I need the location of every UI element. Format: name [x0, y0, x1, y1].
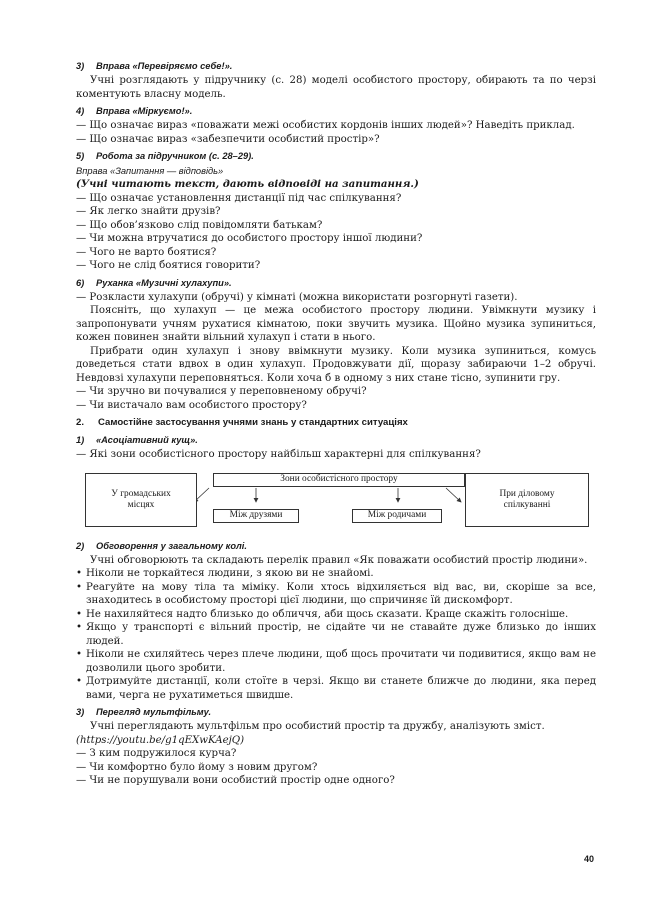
diagram-center-box: Зони особистісного простору	[213, 473, 465, 487]
heading-title: Робота за підручником (с. 28–29).	[96, 151, 254, 161]
content	[76, 60, 596, 788]
association-diagram	[76, 468, 596, 536]
list-item: • Ніколи не схиляйтесь через плече людини, щоб щось прочитати чи подивитися, якщо вам не дозволили цього зробити.	[76, 648, 596, 675]
question-item: — Які зони особистісного простору найбільш характерні для спілкування?	[76, 449, 481, 460]
page-number: 40	[584, 854, 595, 864]
heading-num: 2)	[76, 540, 85, 551]
list-item: • Не нахиляйтеся надто близько до обличчя, аби щось сказати. Краще скажіть голосніше.	[76, 608, 596, 622]
diagram-relatives-box: Між родичами	[352, 509, 442, 523]
question-item: — З ким подружилося курча?	[76, 748, 237, 759]
question-item: — Що означає вираз «забезпечити особистий простір»?	[76, 133, 380, 145]
question-item: — Чи зручно ви почувалися у переповненому обручі?	[76, 386, 367, 397]
heading-num: 3)	[76, 707, 85, 717]
section-num: 2.	[76, 417, 85, 428]
rules-list	[76, 567, 596, 702]
list-item: • Реагуйте на мову тіла та міміку. Коли хтось відхиляється від вас, ви, скоріше за все, знаходитесь в особистому просторі цієї людини, що спричиняє їй дискомфорт.	[76, 581, 596, 608]
heading-title: Вправа «Міркуємо!».	[96, 106, 193, 116]
section-title: Самостійне застосування учнями знань у стандартних ситуаціях	[98, 417, 408, 428]
question-item: — Чи вистачало вам особистого простору?	[76, 399, 307, 411]
paragraph: Учні обговорюють та складають перелік правил «Як поважати особистий простір людини».	[90, 554, 588, 566]
paragraph: Поясніть, що хулахуп — це межа особистого простору людини. Увімкнути музику і запропонувати учням рухатися кімнатою, поки звучить музика. Щойно музика зупиниться, кожен повинен знайти вільний хулахуп і стати в нього.	[76, 305, 596, 343]
heading-title: Вправа «Перевіряємо себе!».	[96, 61, 233, 71]
subheading-qa: Вправа «Запитання — відповідь»	[76, 166, 224, 176]
heading-num: 1)	[76, 435, 85, 445]
question-item: — Що означає установлення дистанції під час спілкування?	[76, 192, 402, 204]
question-item: — Як легко знайти друзів?	[76, 206, 221, 217]
heading-association-bush	[76, 434, 596, 446]
heading-discussion	[76, 540, 596, 552]
diagram-right-box: При діловому спілкуванні	[465, 473, 589, 527]
question-item: — Що означає вираз «поважати межі особистих кордонів інших людей»? Наведіть приклад.	[76, 120, 575, 131]
video-link[interactable]: (https://youtu.be/g1qEXwKAejQ)	[76, 734, 245, 746]
note: (Учні читають текст, дають відповіді на запитання.)	[76, 178, 419, 190]
heading-title: Перегляд мультфільму.	[96, 707, 212, 717]
paragraph: Прибрати один хулахуп і знову ввімкнути музику. Коли музика зупиниться, комусь доведеться стати вдвох в один хулахуп. Продовжувати дії, щоразу забираючи 1–2 обручі. Невдовзі хулахупи переповняться. Коли хоча б в одному з них стане тісно, зупинити гру.	[76, 345, 596, 384]
paragraph: Учні розглядають у підручнику (с. 28) моделі особистого простору, обирають та по черзі коментують власну модель.	[76, 75, 596, 100]
question-item: — Чи можна втручатися до особистого простору іншої людини?	[76, 233, 423, 244]
heading-thinking	[76, 105, 596, 117]
diagram-friends-box: Між друзями	[213, 509, 299, 523]
section-heading	[76, 417, 596, 429]
heading-num: 3)	[76, 61, 85, 71]
heading-title: Обговорення у загальному колі.	[96, 540, 247, 551]
question-item: — Чого не слід боятися говорити?	[76, 260, 261, 271]
question-item: — Що обов’язково слід повідомляти батькам?	[76, 219, 323, 231]
heading-title: «Асоціативний кущ».	[96, 435, 198, 445]
question-item: — Чи не порушували вони особистий простір одне одного?	[76, 775, 395, 786]
instruction-line: — Розкласти хулахупи (обручі) у кімнаті (можна використати розгорнуті газети).	[76, 291, 518, 303]
heading-num: 6)	[76, 277, 85, 288]
question-item: — Чи комфортно було йому з новим другом?	[76, 761, 318, 773]
heading-textbook-work	[76, 150, 596, 162]
question-item: — Чого не варто боятися?	[76, 246, 217, 258]
heading-cartoon	[76, 706, 596, 718]
arrow-right	[446, 488, 461, 502]
list-item: • Ніколи не торкайтеся людини, з якою ви не знайомі.	[76, 567, 596, 581]
list-item: • Дотримуйте дистанції, коли стоїте в черзі. Якщо ви станете ближче до людини, яка перед вами, черга не рухатиметься швидше.	[76, 675, 596, 702]
heading-num: 4)	[76, 106, 85, 116]
heading-music-hoops	[76, 277, 596, 289]
heading-num: 5)	[76, 151, 85, 161]
list-item: • Якщо у транспорті є вільний простір, не сідайте чи не ставайте дуже близько до інших людей.	[76, 621, 596, 648]
heading-check-yourself	[76, 60, 596, 72]
heading-title: Руханка «Музичні хулахупи».	[96, 277, 232, 288]
diagram-left-box: У громадських місцях	[85, 473, 197, 527]
paragraph: Учні переглядають мультфільм про особистий простір та дружбу, аналізують зміст.	[90, 721, 545, 732]
